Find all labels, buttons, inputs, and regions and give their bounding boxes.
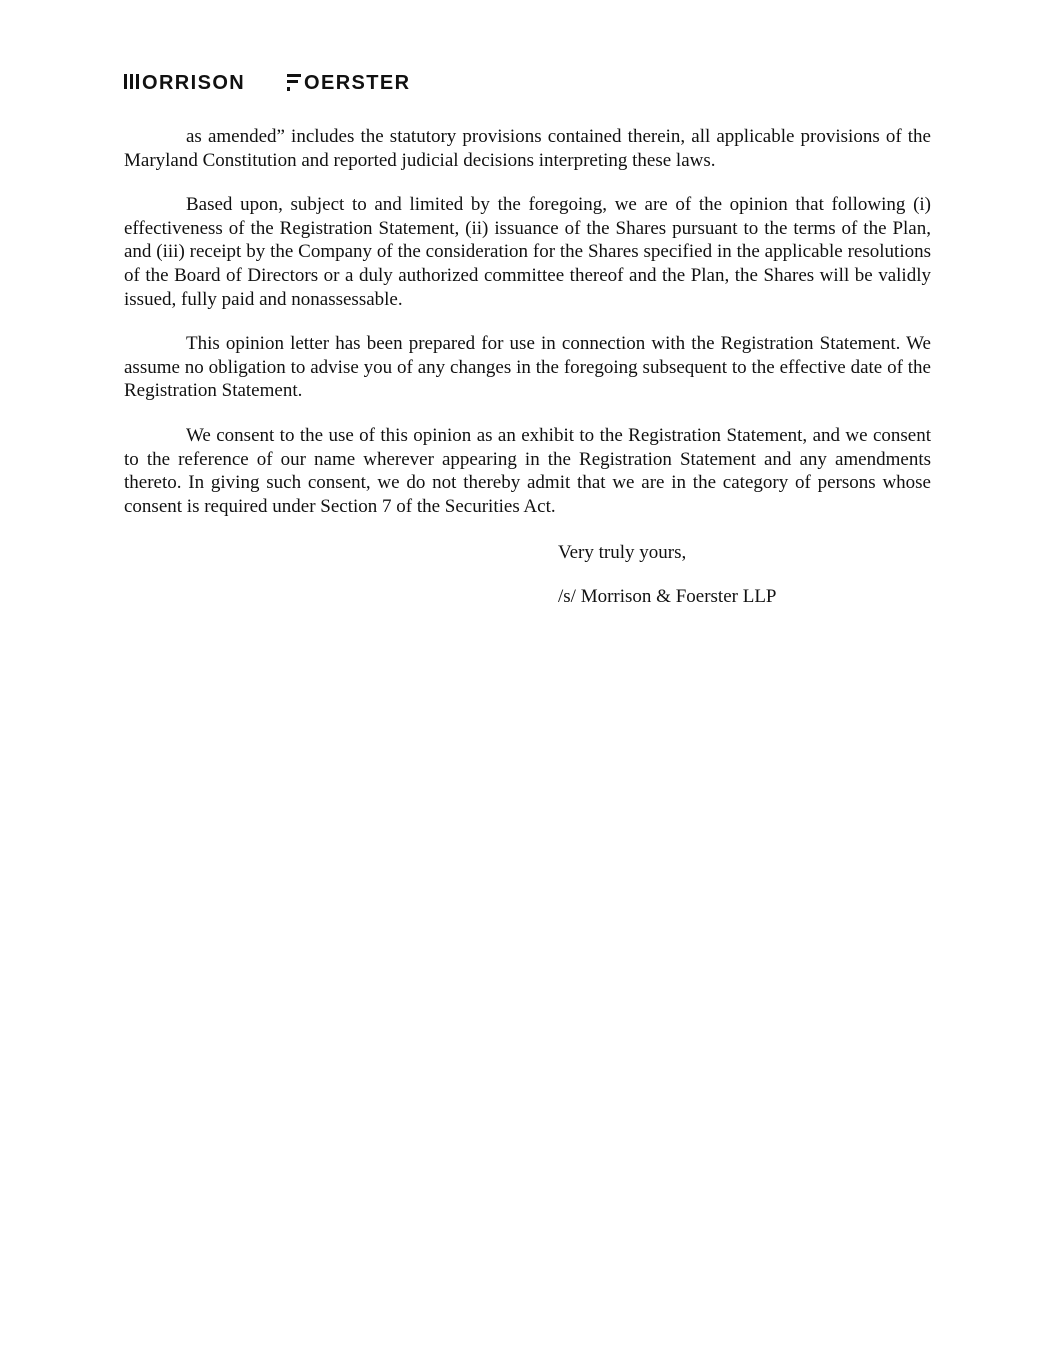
body-paragraph-2: Based upon, subject to and limited by the foregoing, we are of the opinion that following (i) effectiveness of the Registration Statement, (ii) issuance of the Shares pursuant to the terms of the Plan, and (iii) receipt by the Company of the consideration for the Shares specified in the applicable resolutions of the Board of Directors or a duly authorized committee thereof and the Plan, the Shares will be validly issued, fully paid and nonassessable. (124, 194, 931, 310)
closing-salutation: Very truly yours, (558, 542, 687, 563)
body-paragraph-1: as amended” includes the statutory provisions contained therein, all applicable provisions of the Maryland Constitution and reported judicial decisions interpreting these laws. (124, 126, 931, 171)
svg-text:ORRISON: ORRISON (142, 72, 246, 94)
letter-body (124, 125, 931, 539)
letterhead-logo (124, 70, 444, 94)
body-paragraph-3: This opinion letter has been prepared for use in connection with the Registration Statement. We assume no obligation to advise you of any changes in the foregoing subsequent to the effective date of the Registration Statement. (124, 333, 931, 402)
morrison-foerster-logo (124, 70, 444, 94)
body-paragraph-4: We consent to the use of this opinion as an exhibit to the Registration Statement, and we consent to the reference of our name wherever appearing in the Registration Statement and any amendments thereto. In giving such consent, we do not thereby admit that we are in the category of persons whose consent is required under Section 7 of the Securities Act. (124, 424, 931, 517)
svg-text:OERSTER: OERSTER (304, 72, 411, 94)
closing-signature: /s/ Morrison & Foerster LLP (558, 586, 777, 607)
